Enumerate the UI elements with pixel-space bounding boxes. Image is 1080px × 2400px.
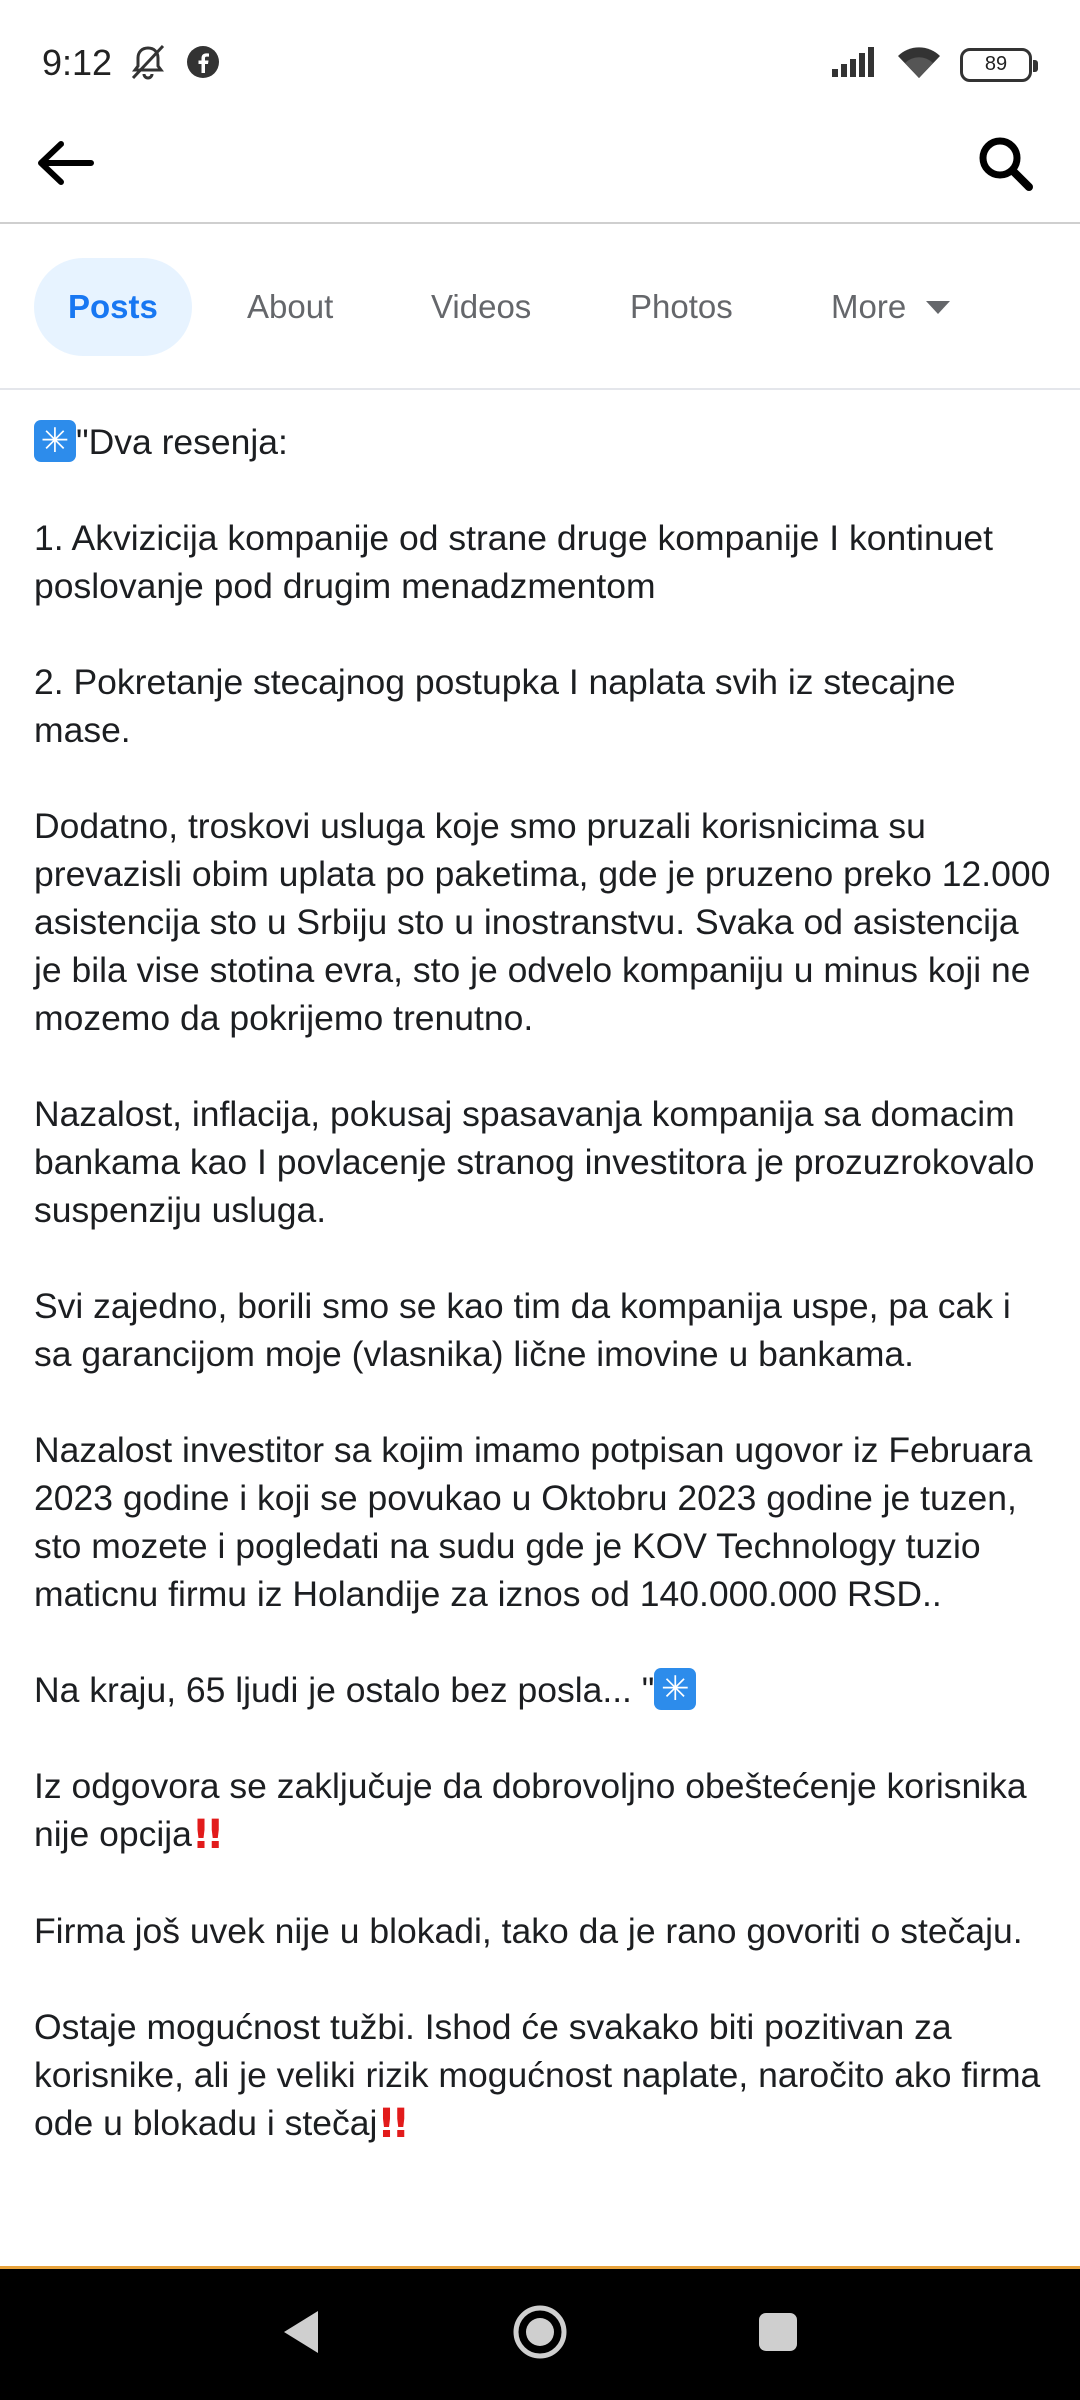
caret-down-icon (926, 301, 950, 314)
post-paragraph (34, 1762, 1054, 1859)
nav-home-button[interactable] (505, 2299, 575, 2369)
nav-recents-button[interactable] (743, 2299, 813, 2369)
tab-label: About (247, 288, 334, 325)
post-text (34, 418, 1054, 2196)
tab-more[interactable] (831, 258, 950, 356)
post-paragraph: Svi zajedno, borili smo se kao tim da kompanija uspe, pa cak i sa garancijom moje (vlasnika) lične imovine u bankama. (34, 1286, 1011, 1374)
tab-posts[interactable] (34, 258, 192, 356)
status-bar (0, 0, 1080, 130)
tab-label: Videos (431, 288, 532, 325)
double-exclamation-icon: !! (191, 1812, 221, 1858)
paragraph-text: Na kraju, 65 ljudi je ostalo bez posla... " (34, 1670, 655, 1710)
nav-recents-icon (756, 2310, 800, 2359)
system-nav-bar (0, 2269, 1080, 2400)
search-button[interactable] (970, 130, 1040, 200)
status-time: 9:12 (42, 42, 113, 83)
tab-photos[interactable] (630, 258, 733, 356)
paragraph-text: Iz odgovora se zaključuje da dobrovoljno obeštećenje korisnika nije opcija (34, 1766, 1027, 1854)
nav-back-icon (278, 2307, 322, 2362)
facebook-icon (186, 45, 220, 84)
arrow-left-icon (35, 138, 95, 193)
tab-videos[interactable] (431, 258, 531, 356)
post-paragraph: Firma još uvek nije u blokadi, tako da je rano govoriti o stečaju. (34, 1911, 1023, 1951)
post-paragraph: Nazalost, inflacija, pokusaj spasavanja kompanija sa domacim bankama kao I povlacenje stranog investitora je prozuzrokovalo suspenziju usluga. (34, 1094, 1035, 1230)
wifi-icon (896, 44, 942, 85)
double-exclamation-icon: !! (377, 2101, 406, 2147)
tab-label: Posts (68, 288, 158, 325)
paragraph-text: Ostaje mogućnost tužbi. Ishod će svakako biti pozitivan za korisnike, ali je veliki rizik mogućnost naplate, naročito ako firma ode u blokadu i stečaj (34, 2007, 1041, 2143)
profile-tabs (0, 226, 1080, 390)
post-paragraph: 2. Pokretanje stecajnog postupka I naplata svih iz stecajne mase. (34, 662, 956, 750)
search-icon (976, 134, 1034, 197)
post-paragraph: Dodatno, troskovi usluga koje smo pruzali korisnicima su prevazisli obim uplata po paketima, gde je pruzeno preko 12.000 asistencija sto u Srbiju sto u inostranstvu. Svaka od asistencija je bila vise stotina evra, sto je odvelo kompaniju u minus koji ne mozemo da pokrijemo trenutno. (34, 806, 1051, 1038)
nav-home-icon (510, 2302, 570, 2367)
tab-label: Photos (630, 288, 733, 325)
status-right-icons (830, 44, 1032, 85)
battery-level: 89 (984, 53, 1008, 75)
nav-back-button[interactable] (265, 2299, 335, 2369)
app-header (0, 130, 1080, 224)
post-paragraph: 1. Akvizicija kompanije od strane druge kompanije I kontinuet poslovanje pod drugim menadzmentom (34, 518, 994, 606)
muted-bell-icon (128, 42, 168, 87)
asterisk-emoji-icon (654, 1668, 696, 1710)
post-paragraph (34, 2003, 1054, 2148)
tab-about[interactable] (247, 258, 333, 356)
signal-icon (830, 45, 878, 84)
post-paragraph (34, 1666, 1054, 1714)
paragraph-text: "Dva resenja: (76, 422, 288, 462)
battery-icon (960, 48, 1032, 82)
post-paragraph (34, 418, 1054, 466)
asterisk-emoji-icon (34, 420, 76, 462)
tab-label: More (831, 288, 907, 325)
status-left-icons (128, 42, 220, 87)
back-button[interactable] (30, 130, 100, 200)
post-paragraph: Nazalost investitor sa kojim imamo potpisan ugovor iz Februara 2023 godine i koji se povukao u Oktobru 2023 godine je tuzen, sto mozete i pogledati na sudu gde je KOV Technology tuzio maticnu firmu iz Holandije za iznos od 140.000.000 RSD.. (34, 1430, 1033, 1614)
